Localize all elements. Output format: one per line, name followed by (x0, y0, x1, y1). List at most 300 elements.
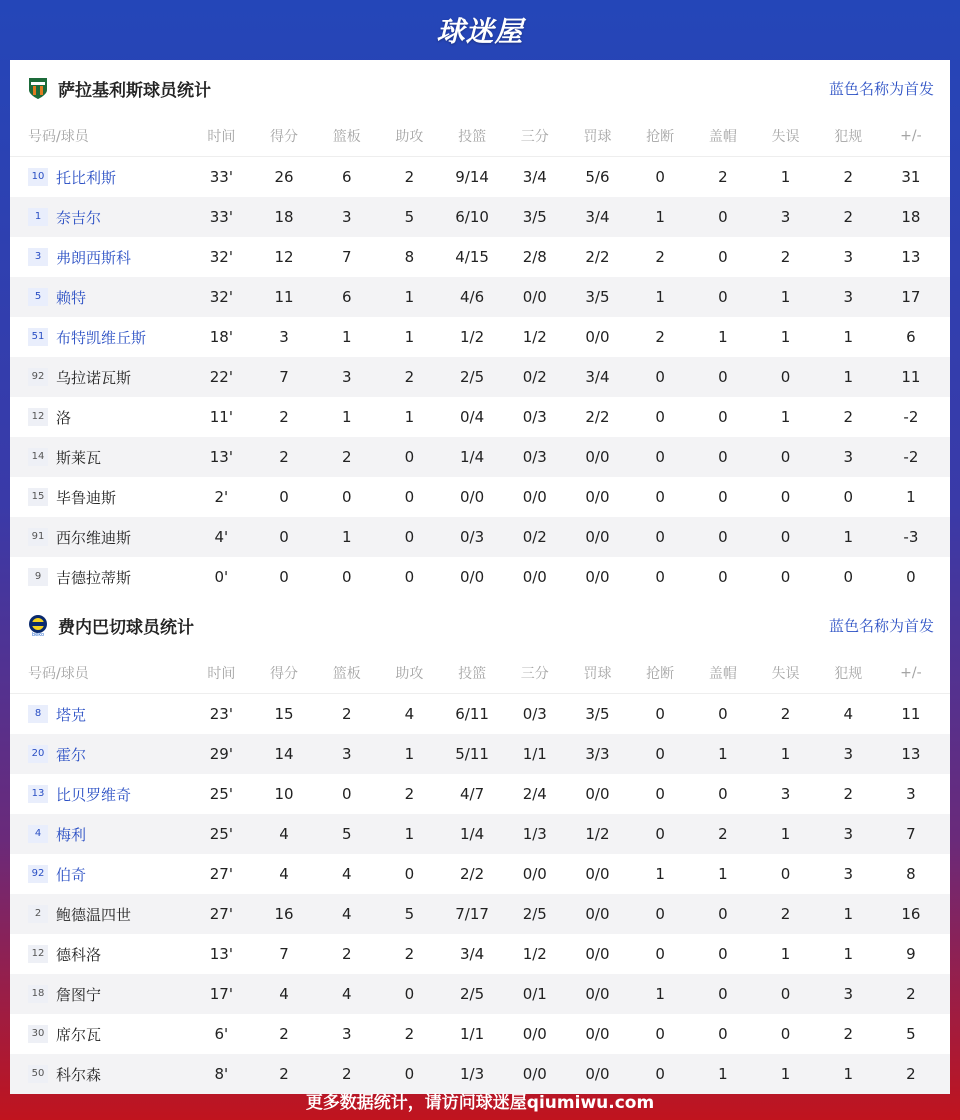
column-header[interactable]: +/- (900, 665, 922, 681)
stat-cell: 0/3 (522, 705, 547, 723)
player-cell (10, 287, 190, 308)
stat-cell: 1 (404, 825, 415, 843)
player-row[interactable] (10, 814, 950, 854)
stat-cell: 2 (404, 1025, 415, 1043)
stat-cell: 1 (404, 408, 415, 426)
stat-cell: 3 (843, 745, 853, 763)
stat-cell: 0 (404, 448, 415, 466)
stat-cell: 0 (718, 568, 728, 586)
team-header (10, 597, 950, 653)
jersey-number: 92 (28, 368, 48, 386)
stat-cell: 1 (906, 488, 916, 506)
column-header[interactable]: 盖帽 (708, 666, 737, 682)
column-header[interactable]: 失误 (771, 666, 800, 682)
player-name[interactable]: 詹图宁 (56, 985, 102, 1004)
stat-cell: 7 (279, 945, 289, 963)
stat-cell: 0 (404, 1065, 415, 1083)
stat-cell: 10 (274, 785, 294, 803)
stat-cell: 1 (780, 408, 791, 426)
stat-cell: 13 (901, 745, 921, 763)
player-cell (10, 447, 190, 468)
stat-cell: 0 (718, 985, 728, 1003)
stat-cell: 0/0 (585, 785, 610, 803)
player-name[interactable]: 席尔瓦 (56, 1025, 102, 1044)
stat-cell: 0/4 (460, 408, 485, 426)
stat-cell: 31 (901, 168, 921, 186)
stat-cell: 7/17 (455, 905, 489, 923)
player-name[interactable]: 托比利斯 (56, 168, 117, 187)
column-header[interactable]: +/- (900, 128, 922, 144)
player-name[interactable]: 乌拉诺瓦斯 (56, 368, 132, 387)
stat-cell: 0/0 (585, 1065, 610, 1083)
jersey-number: 50 (28, 1065, 48, 1083)
stat-cell: 2 (655, 248, 665, 266)
column-header[interactable]: 助攻 (395, 666, 424, 682)
stat-cell: 2/2 (585, 408, 610, 426)
stat-cell: 2 (341, 448, 352, 466)
stat-cell: 0/0 (522, 1025, 547, 1043)
stat-cell: 0/1 (522, 985, 547, 1003)
stat-cell: 0 (718, 288, 728, 306)
stat-cell: 6 (906, 328, 916, 346)
stat-cell: 3 (843, 985, 853, 1003)
stat-cell: 0 (655, 705, 665, 723)
stat-cell: 33' (209, 208, 233, 226)
stat-cell: 1 (341, 408, 352, 426)
player-row[interactable] (10, 197, 950, 237)
stat-cell: 0/0 (585, 1025, 610, 1043)
stat-cell: 0 (718, 945, 728, 963)
stat-cell: 11' (209, 408, 233, 426)
player-name[interactable]: 弗朗西斯科 (56, 248, 132, 267)
stat-cell: 0/3 (522, 448, 547, 466)
player-name[interactable]: 伯奇 (56, 865, 87, 884)
stat-cell: 1/2 (585, 825, 610, 843)
player-name[interactable]: 奈吉尔 (56, 208, 102, 227)
stat-cell: 13 (901, 248, 921, 266)
stat-cell: 1 (780, 1065, 791, 1083)
stat-cell: 1 (843, 328, 853, 346)
stat-cell: 2 (843, 408, 853, 426)
stat-cell: 0 (718, 208, 728, 226)
stat-cell: 1 (655, 208, 665, 226)
stat-cell: 0 (718, 785, 728, 803)
column-header[interactable]: 篮板 (332, 129, 361, 145)
stat-cell: 0 (655, 528, 665, 546)
stat-cell: 0 (404, 568, 415, 586)
stat-cell: 0 (341, 785, 352, 803)
stat-cell: 1 (404, 745, 415, 763)
stat-cell: 0/3 (460, 528, 485, 546)
stat-cell: 0 (780, 1025, 791, 1043)
stat-cell: 7 (341, 248, 352, 266)
stat-cell: 1 (718, 1065, 728, 1083)
stat-cell: 2 (341, 1065, 352, 1083)
stat-cell: 15 (274, 705, 294, 723)
stat-cell: 7 (279, 368, 289, 386)
site-logo[interactable]: 球迷屋 (436, 15, 524, 48)
stat-cell: 3 (906, 785, 916, 803)
team-section (10, 60, 950, 597)
column-header[interactable]: 犯规 (834, 666, 863, 682)
stat-cell: 0 (780, 568, 791, 586)
stat-cell: 0 (655, 168, 665, 186)
column-header[interactable]: 罚球 (583, 129, 612, 145)
stat-cell: 2 (843, 785, 853, 803)
stat-cell: 6/10 (455, 208, 489, 226)
stat-cell: 1 (404, 328, 415, 346)
stat-cell: 0 (718, 488, 728, 506)
stat-cell: 32' (209, 288, 233, 306)
stat-cell: 4/15 (455, 248, 489, 266)
player-name[interactable]: 赖特 (56, 288, 87, 307)
stat-cell: 4 (341, 865, 352, 883)
svg-text:beko: beko (31, 632, 45, 637)
stat-cell: 0/0 (585, 865, 610, 883)
stat-cell: 1/4 (460, 825, 485, 843)
stat-cell: 0 (279, 568, 289, 586)
stat-cell: 1 (843, 1065, 853, 1083)
stat-cell: 1 (655, 288, 665, 306)
column-header[interactable]: 罚球 (583, 666, 612, 682)
stat-cell: 5/11 (455, 745, 489, 763)
player-name[interactable]: 比贝罗维奇 (56, 785, 132, 804)
stat-cell: 1/2 (522, 328, 547, 346)
stat-cell: 0 (780, 985, 791, 1003)
column-header[interactable]: 时间 (207, 666, 236, 682)
team-title: 费内巴切球员统计 (58, 617, 194, 638)
stat-cell: 3/4 (460, 945, 485, 963)
stat-cell: 0 (404, 488, 415, 506)
player-row[interactable] (10, 357, 950, 397)
stat-cell: 5 (341, 825, 352, 843)
stat-cell: 0/0 (522, 568, 547, 586)
stat-cell: 1 (843, 528, 853, 546)
stat-cell: 3 (780, 785, 791, 803)
stat-cell: 17 (901, 288, 921, 306)
player-cell (10, 944, 190, 965)
stat-cell: 0/0 (522, 865, 547, 883)
stat-cell: 2' (214, 488, 229, 506)
table-header (10, 653, 950, 694)
player-cell (10, 247, 190, 268)
player-row[interactable] (10, 894, 950, 934)
stat-cell: 1/2 (460, 328, 485, 346)
stat-cell: 2 (906, 985, 916, 1003)
stat-cell: 0 (843, 488, 853, 506)
player-row[interactable] (10, 157, 950, 197)
stat-cell: -3 (903, 528, 919, 546)
stat-cell: 1/1 (522, 745, 547, 763)
stat-cell: 0 (718, 408, 728, 426)
player-name[interactable]: 斯莱瓦 (56, 448, 102, 467)
stat-cell: 0/0 (522, 288, 547, 306)
stat-cell: -2 (903, 448, 919, 466)
stat-cell: 2 (780, 705, 791, 723)
stat-cell: 1 (341, 328, 352, 346)
stat-cell: 1 (780, 945, 791, 963)
stat-cell: 3 (279, 328, 289, 346)
player-cell (10, 704, 190, 725)
stat-cell: 0 (655, 905, 665, 923)
column-header[interactable]: 篮板 (332, 666, 361, 682)
stat-cell: 0 (655, 368, 665, 386)
stat-cell: 0 (279, 528, 289, 546)
jersey-number: 2 (28, 905, 48, 923)
stat-cell: 0/0 (460, 488, 485, 506)
stat-cell: 2 (404, 168, 415, 186)
player-cell (10, 1024, 190, 1045)
starter-legend-note: 蓝色名称为首发 (828, 616, 934, 635)
stat-cell: 0 (655, 945, 665, 963)
player-cell (10, 167, 190, 188)
stat-cell: 1 (780, 825, 791, 843)
stat-cell: 3/3 (585, 745, 610, 763)
stat-cell: 0/0 (585, 328, 610, 346)
stat-cell: 1 (718, 865, 728, 883)
column-header[interactable]: 三分 (520, 666, 549, 682)
column-header[interactable]: 号码/球员 (28, 129, 89, 145)
jersey-number: 3 (28, 248, 48, 266)
player-name[interactable]: 塔克 (56, 705, 87, 724)
stat-cell: 1 (655, 985, 665, 1003)
stat-cell: 1 (718, 745, 728, 763)
stat-cell: 6/11 (455, 705, 489, 723)
stat-cell: 2 (780, 905, 791, 923)
stat-cell: 3/4 (522, 168, 547, 186)
stat-cell: 2 (843, 168, 853, 186)
stat-cell: 2 (843, 208, 853, 226)
stat-cell: 11 (901, 368, 921, 386)
stat-cell: 0 (655, 1025, 665, 1043)
stat-cell: 3 (843, 288, 853, 306)
player-cell (10, 407, 190, 428)
stat-cell: 0 (279, 488, 289, 506)
stat-cell: 0 (780, 368, 791, 386)
stat-cell: 17' (209, 985, 233, 1003)
column-header[interactable]: 助攻 (395, 129, 424, 145)
player-row[interactable] (10, 1014, 950, 1054)
stat-cell: 13' (209, 945, 233, 963)
stat-cell: 2/2 (585, 248, 610, 266)
stat-cell: 2/5 (460, 985, 485, 1003)
stat-cell: 0 (655, 408, 665, 426)
stat-cell: 5 (906, 1025, 916, 1043)
jersey-number: 15 (28, 488, 48, 506)
stat-cell: 0 (780, 865, 791, 883)
player-table-body (10, 157, 950, 597)
stat-cell: 0 (718, 448, 728, 466)
stat-cell: 4' (214, 528, 229, 546)
jersey-number: 12 (28, 408, 48, 426)
player-cell (10, 784, 190, 805)
stat-cell: 0/0 (460, 568, 485, 586)
stat-cell: 1 (655, 865, 665, 883)
stat-cell: 4 (404, 705, 415, 723)
stat-cell: 3/4 (585, 208, 610, 226)
stat-cell: 3 (341, 745, 352, 763)
stat-cell: 5 (404, 208, 415, 226)
player-row[interactable] (10, 517, 950, 557)
stat-cell: 1 (843, 368, 853, 386)
stat-cell: 27' (209, 905, 233, 923)
player-cell (10, 824, 190, 845)
stat-cell: 0 (718, 368, 728, 386)
player-row[interactable] (10, 477, 950, 517)
stat-cell: 1 (843, 905, 853, 923)
stat-cell: 2 (404, 785, 415, 803)
stat-cell: 1/1 (460, 1025, 485, 1043)
player-name[interactable]: 科尔森 (56, 1065, 102, 1084)
stat-cell: 1 (718, 328, 728, 346)
column-header[interactable]: 时间 (207, 129, 236, 145)
player-row[interactable] (10, 237, 950, 277)
stat-cell: 1 (341, 528, 352, 546)
stat-cell: 2 (906, 1065, 916, 1083)
stat-cell: 8 (906, 865, 916, 883)
stat-cell: 6' (214, 1025, 229, 1043)
player-row[interactable] (10, 974, 950, 1014)
jersey-number: 8 (28, 705, 48, 723)
stat-cell: 0 (780, 528, 791, 546)
stat-cell: 2 (279, 1065, 289, 1083)
stat-cell: 0/0 (585, 528, 610, 546)
column-header[interactable]: 犯规 (834, 129, 863, 145)
stat-cell: 1/2 (522, 945, 547, 963)
jersey-number: 5 (28, 288, 48, 306)
stat-cell: 3 (341, 368, 352, 386)
stat-cell: 33' (209, 168, 233, 186)
stat-cell: 14 (274, 745, 294, 763)
player-row[interactable] (10, 397, 950, 437)
player-row[interactable] (10, 437, 950, 477)
player-name[interactable]: 毕鲁迪斯 (56, 488, 117, 507)
stat-cell: 3 (843, 448, 853, 466)
player-name[interactable]: 布特凯维丘斯 (56, 328, 147, 347)
stat-cell: 2/5 (460, 368, 485, 386)
stat-cell: 0/0 (522, 1065, 547, 1083)
stat-cell: 13' (209, 448, 233, 466)
player-row[interactable] (10, 694, 950, 734)
stat-cell: 2 (279, 408, 289, 426)
team-title: 萨拉基利斯球员统计 (58, 80, 211, 101)
stat-cell: 0 (780, 448, 791, 466)
column-header[interactable]: 抢断 (646, 129, 675, 145)
jersey-number: 10 (28, 168, 48, 186)
stat-cell: 0 (655, 825, 665, 843)
column-header[interactable]: 号码/球员 (28, 666, 89, 682)
jersey-number: 12 (28, 945, 48, 963)
stat-cell: 0/0 (585, 448, 610, 466)
footer-banner (0, 1080, 960, 1120)
stat-cell: 3 (341, 1025, 352, 1043)
stat-cell: 0/0 (585, 945, 610, 963)
stat-cell: 3 (341, 208, 352, 226)
jersey-number: 1 (28, 208, 48, 226)
stat-cell: 27' (209, 865, 233, 883)
column-header[interactable]: 三分 (520, 129, 549, 145)
jersey-number: 20 (28, 745, 48, 763)
stat-cell: 4 (279, 865, 289, 883)
player-cell (10, 904, 190, 925)
stats-card (10, 60, 950, 1084)
stat-cell: 2/2 (460, 865, 485, 883)
player-name[interactable]: 吉德拉蒂斯 (56, 568, 132, 587)
stat-cell: 26 (274, 168, 294, 186)
stat-cell: 0 (718, 905, 728, 923)
player-name[interactable]: 梅利 (56, 825, 87, 844)
player-name[interactable]: 霍尔 (56, 745, 87, 764)
stat-cell: 7 (906, 825, 916, 843)
column-header[interactable]: 失误 (771, 129, 800, 145)
column-header[interactable]: 得分 (270, 129, 299, 145)
stat-cell: 1 (780, 328, 791, 346)
column-header[interactable]: 抢断 (646, 666, 675, 682)
player-row[interactable] (10, 774, 950, 814)
table-header (10, 116, 950, 157)
player-name[interactable]: 鲍德温四世 (56, 905, 132, 924)
stat-cell: 4 (341, 985, 352, 1003)
column-header[interactable]: 盖帽 (708, 129, 737, 145)
stat-cell: 1 (780, 168, 791, 186)
stat-cell: 11 (901, 705, 921, 723)
stat-cell: 23' (209, 705, 233, 723)
stat-cell: 4 (341, 905, 352, 923)
column-header[interactable]: 投篮 (458, 666, 487, 682)
player-row[interactable] (10, 854, 950, 894)
stat-cell: 2 (341, 705, 352, 723)
player-name[interactable]: 德科洛 (56, 945, 102, 964)
stat-cell: 25' (209, 785, 233, 803)
player-row[interactable] (10, 557, 950, 597)
player-row[interactable] (10, 277, 950, 317)
player-name[interactable]: 洛 (56, 408, 72, 427)
stat-cell: 6 (341, 168, 352, 186)
page-header (0, 0, 960, 60)
stat-cell: 18' (209, 328, 233, 346)
player-name[interactable]: 西尔维迪斯 (56, 528, 132, 547)
player-cell (10, 327, 190, 348)
stat-cell: 0/3 (522, 408, 547, 426)
stat-cell: 2/8 (522, 248, 547, 266)
stat-cell: 0 (718, 705, 728, 723)
stat-cell: 1/4 (460, 448, 485, 466)
stat-cell: 1 (843, 945, 853, 963)
column-header[interactable]: 投篮 (458, 129, 487, 145)
column-header[interactable]: 得分 (270, 666, 299, 682)
stat-cell: 0/0 (585, 488, 610, 506)
stat-cell: 16 (274, 905, 294, 923)
player-row[interactable] (10, 934, 950, 974)
stat-cell: 2/5 (522, 905, 547, 923)
player-row[interactable] (10, 317, 950, 357)
stat-cell: 2 (655, 328, 665, 346)
team-section (10, 597, 950, 1094)
stat-cell: 3/5 (585, 705, 610, 723)
stat-cell: 0/2 (522, 368, 547, 386)
stat-cell: 1 (404, 288, 415, 306)
stat-cell: -2 (903, 408, 919, 426)
stat-cell: 0/0 (585, 568, 610, 586)
footer-text[interactable]: 更多数据统计，请访问球迷屋qiumiwu.com (305, 1092, 655, 1113)
stat-cell: 1 (780, 745, 791, 763)
jersey-number: 13 (28, 785, 48, 803)
stat-cell: 3 (843, 825, 853, 843)
player-row[interactable] (10, 734, 950, 774)
stat-cell: 3 (780, 208, 791, 226)
stat-cell: 0 (906, 568, 916, 586)
player-cell (10, 527, 190, 548)
